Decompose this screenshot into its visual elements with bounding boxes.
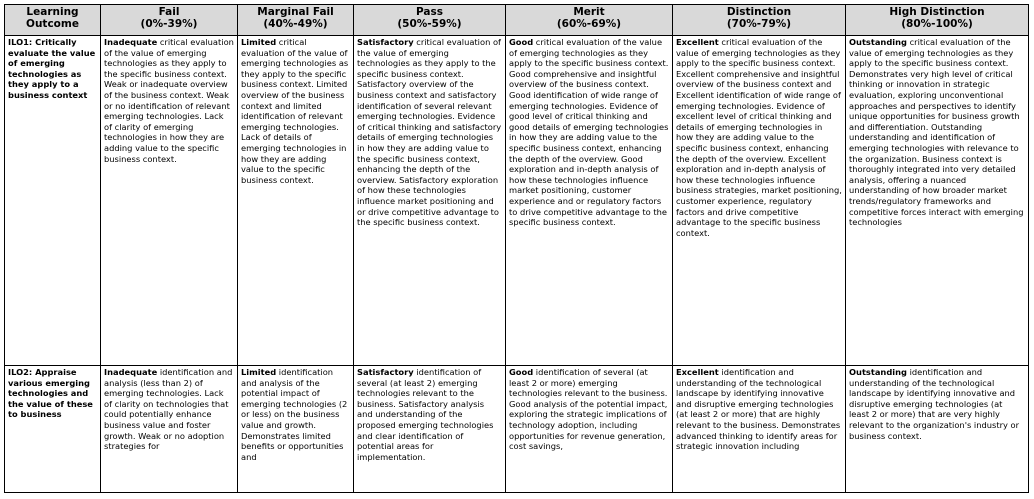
rubric-cell-merit: Good identification of several (at least 2 or more) emerging technologies relevant to the business. Good analysis of the potential impact, exploring the strategic implications of technology adoption, including opportunities for revenue generation, cost savings, <box>506 366 673 493</box>
header-high-distinction: High Distinction (80%-100%) <box>846 5 1029 36</box>
learning-outcome-cell: ILO1: Critically evaluate the value of emerging technologies as they apply to a business context <box>5 36 101 366</box>
header-row <box>5 5 1029 36</box>
learning-outcome-cell: ILO2: Appraise various emerging technologies and the value of these to business <box>5 366 101 493</box>
assessment-rubric-table <box>4 4 1029 493</box>
header-marginal-fail: Marginal Fail (40%-49%) <box>238 5 354 36</box>
rubric-cell-distinction: Excellent identification and understanding of the technological landscape by identifying innovative and disruptive emerging technologies (at least 2 or more) that are highly relevant to the business. Demonstrates advanced thinking to identify areas for strategic innovation including <box>673 366 846 493</box>
rubric-cell-distinction: Excellent critical evaluation of the value of emerging technologies as they apply to the specific business context. Excellent comprehensive and insightful overview of the business context and Excellent identification of wide range of emerging technologies. Evidence of excellent level of critical thinking and details of emerging technologies in how they are adding value to the specific business context, enhancing the depth of the overview. Excellent exploration and in-depth analysis of how these technologies influence business strategies, market positioning, customer experience, regulatory factors and drive competitive advantage to the specific business context. <box>673 36 846 366</box>
rubric-cell-pass: Satisfactory critical evaluation of the value of emerging technologies as they apply to the specific business context. Satisfactory overview of the business context and satisfactory identification of several relevant emerging technologies. Evidence of critical thinking and satisfactory details of emerging technologies in how they are adding value to the specific business context, enhancing the depth of the overview. Satisfactory exploration of how these technologies influence market positioning and or drive competitive advantage to the specific business context. <box>354 36 506 366</box>
rubric-cell-fail: Inadequate identification and analysis (less than 2) of emerging technologies. Lack of clarity on technologies that could potentially enhance business value and foster growth. Weak or no adoption strategies for <box>101 366 238 493</box>
rubric-cell-marginal-fail: Limited identification and analysis of the potential impact of emerging technologies (2 or less) on the business value and growth. Demonstrates limited benefits or opportunities and <box>238 366 354 493</box>
rubric-cell-pass: Satisfactory identification of several (at least 2) emerging technologies relevant to the business. Satisfactory analysis and understanding of the proposed emerging technologies and clear identification of potential areas for implementation. <box>354 366 506 493</box>
header-fail: Fail (0%-39%) <box>101 5 238 36</box>
table-row-ilo2 <box>5 366 1029 493</box>
header-distinction: Distinction (70%-79%) <box>673 5 846 36</box>
rubric-cell-high-distinction: Outstanding critical evaluation of the value of emerging technologies as they apply to the specific business context. Demonstrates very high level of critical thinking or innovation in strategic evaluation, exploring unconventional approaches and perspectives to identify unique opportunities for business growth and differentiation. Outstanding understanding and identification of emerging technologies with relevance to the organization. Business context is thoroughly integrated into very detailed analysis, offering a nuanced understanding of how broader market trends/regulatory frameworks and competitive forces interact with emerging technologies <box>846 36 1029 366</box>
header-learning-outcome: Learning Outcome <box>5 5 101 36</box>
rubric-cell-fail: Inadequate critical evaluation of the value of emerging technologies as they apply to the specific business context. Weak or inadequate overview of the business context. Weak or no identification of relevant emerging technologies. Lack of clarity of emerging technologies in how they are adding value to the specific business context. <box>101 36 238 366</box>
header-merit: Merit (60%-69%) <box>506 5 673 36</box>
table-row-ilo1 <box>5 36 1029 366</box>
rubric-cell-merit: Good critical evaluation of the value of emerging technologies as they apply to the specific business context. Good comprehensive and insightful overview of the business context. Good identification of wide range of emerging technologies. Evidence of good level of critical thinking and good details of emerging technologies in how they are adding value to the specific business context, enhancing the depth of the overview. Good exploration and in-depth analysis of how these technologies influence market positioning, customer experience and or regulatory factors to drive competitive advantage to the specific business context. <box>506 36 673 366</box>
rubric-cell-high-distinction: Outstanding identification and understanding of the technological landscape by identifying innovative and disruptive emerging technologies (at least 2 or more) that are very highly relevant to the organization's industry or business context. <box>846 366 1029 493</box>
header-pass: Pass (50%-59%) <box>354 5 506 36</box>
rubric-cell-marginal-fail: Limited critical evaluation of the value of emerging technologies as they apply to the specific business context. Limited overview of the business context and limited identification of relevant emerging technologies. Lack of details of emerging technologies in how they are adding value to the specific business context. <box>238 36 354 366</box>
